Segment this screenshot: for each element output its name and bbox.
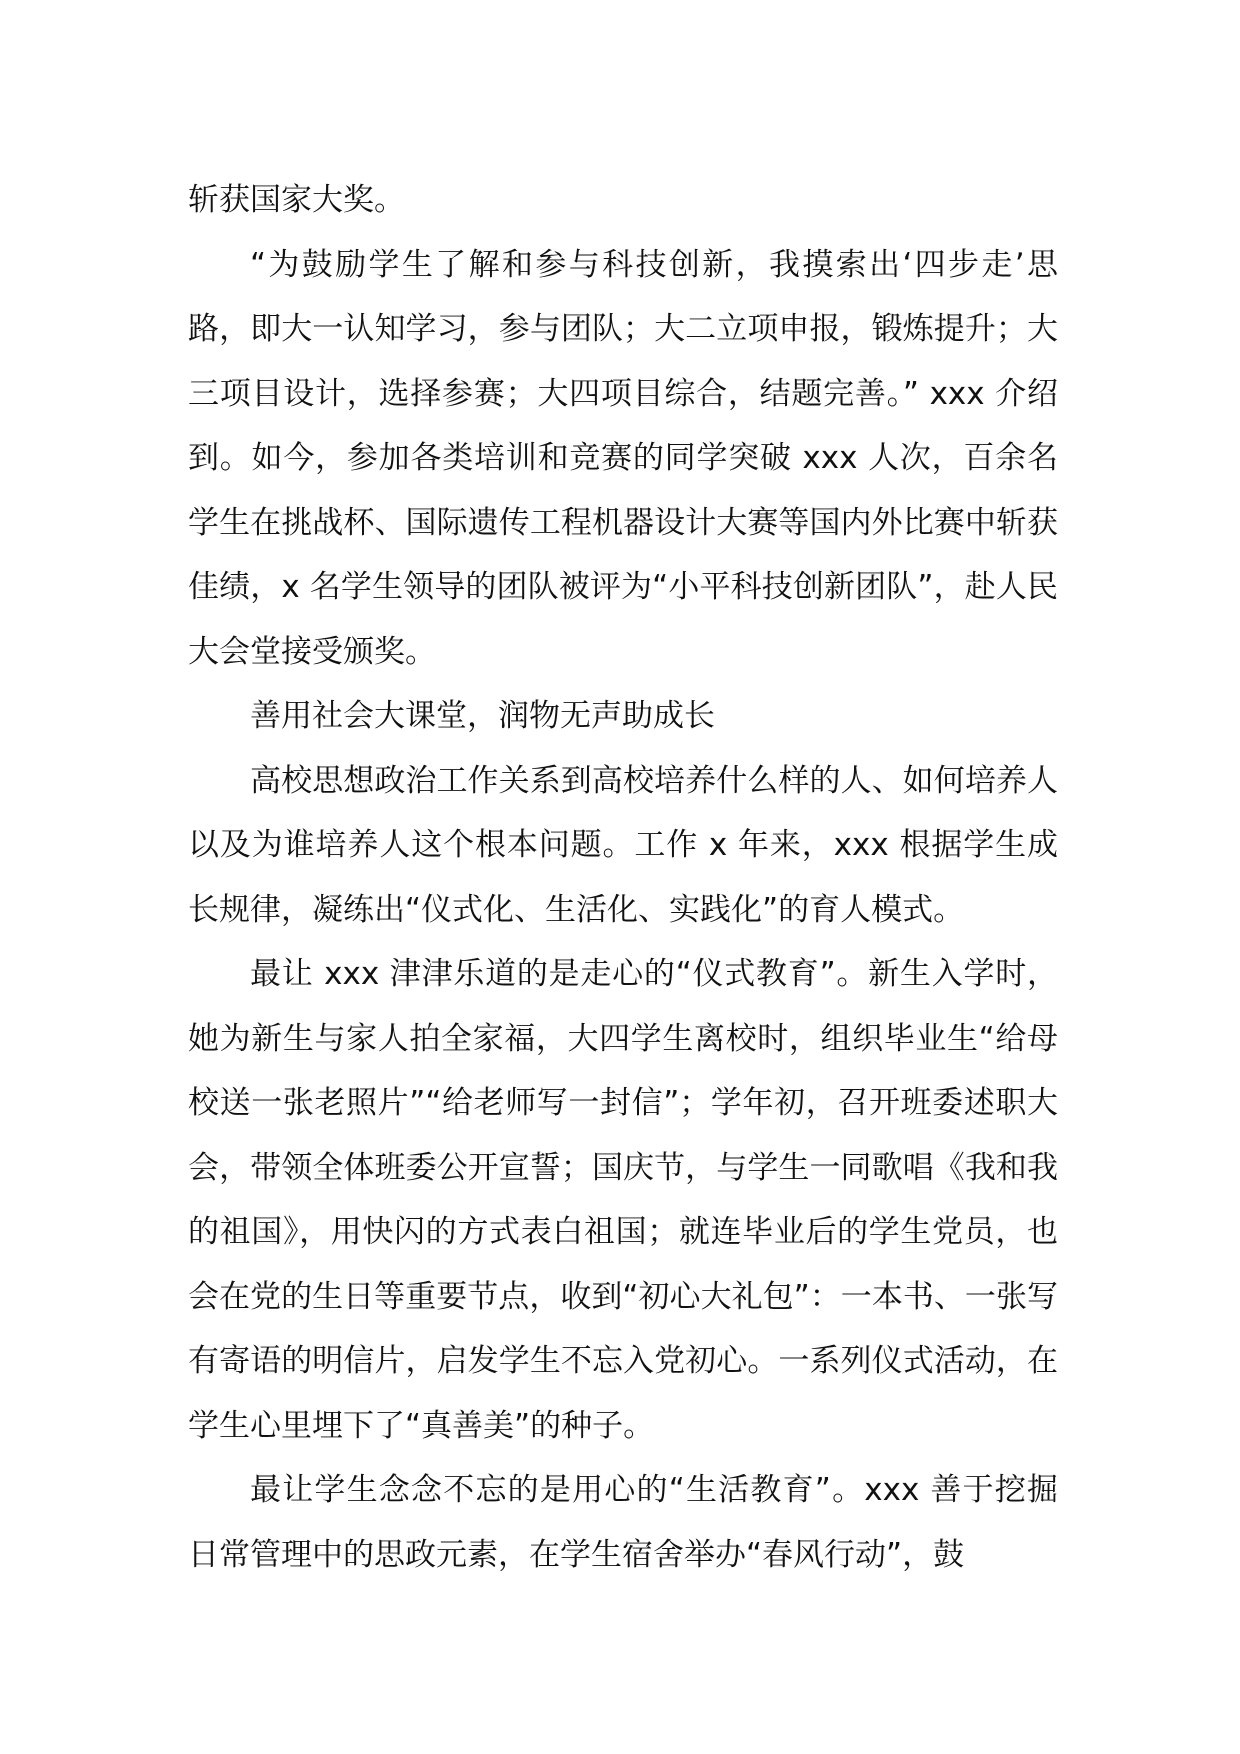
paragraph-continuation: 斩获国家大奖。: [188, 182, 405, 218]
paragraph-ritual-education: 最让 xxx 津津乐道的是走心的“仪式教育”。新生入学时，她为新生与家人拍全家福，大四学生离校时，组织毕业生“给母校送一张老照片”“给老师写一封信”；学年初，召开班委述职大会，带领全体班委公开宣誓；国庆节，与学生一同歌唱《我和我的祖国》，用快闪的方式表白祖国；就连毕业后的学生党员，也会在党的生日等重要节点，收到“初心大礼包”：一本书、一张写有寄语的明信片，启发学生不忘入党初心。一系列仪式活动，在学生心里埋下了“真善美”的种子。: [188, 956, 1058, 1444]
document-body: [188, 168, 1058, 1587]
paragraph-education-model: 高校思想政治工作关系到高校培养什么样的人、如何培养人以及为谁培养人这个根本问题。工作 x 年来，xxx 根据学生成长规律，凝练出“仪式化、生活化、实践化”的育人模式。: [188, 762, 1058, 928]
paragraph-life-education: 最让学生念念不忘的是用心的“生活教育”。xxx 善于挖掘日常管理中的思政元素，在学生宿舍举办“春风行动”，鼓: [188, 1472, 1058, 1573]
section-heading: 善用社会大课堂，润物无声助成长: [250, 698, 715, 734]
paragraph-innovation-quote: “为鼓励学生了解和参与科技创新，我摸索出‘四步走’思路，即大一认知学习，参与团队；大二立项申报，锻炼提升；大三项目设计，选择参赛；大四项目综合，结题完善。” xxx 介绍到。如今，参加各类培训和竞赛的同学突破 xxx 人次，百余名学生在挑战杯、国际遗传工程机器设计大赛等国内外比赛中斩获佳绩，x 名学生领导的团队被评为“小平科技创新团队”，赴人民大会堂接受颁奖。: [188, 246, 1058, 670]
